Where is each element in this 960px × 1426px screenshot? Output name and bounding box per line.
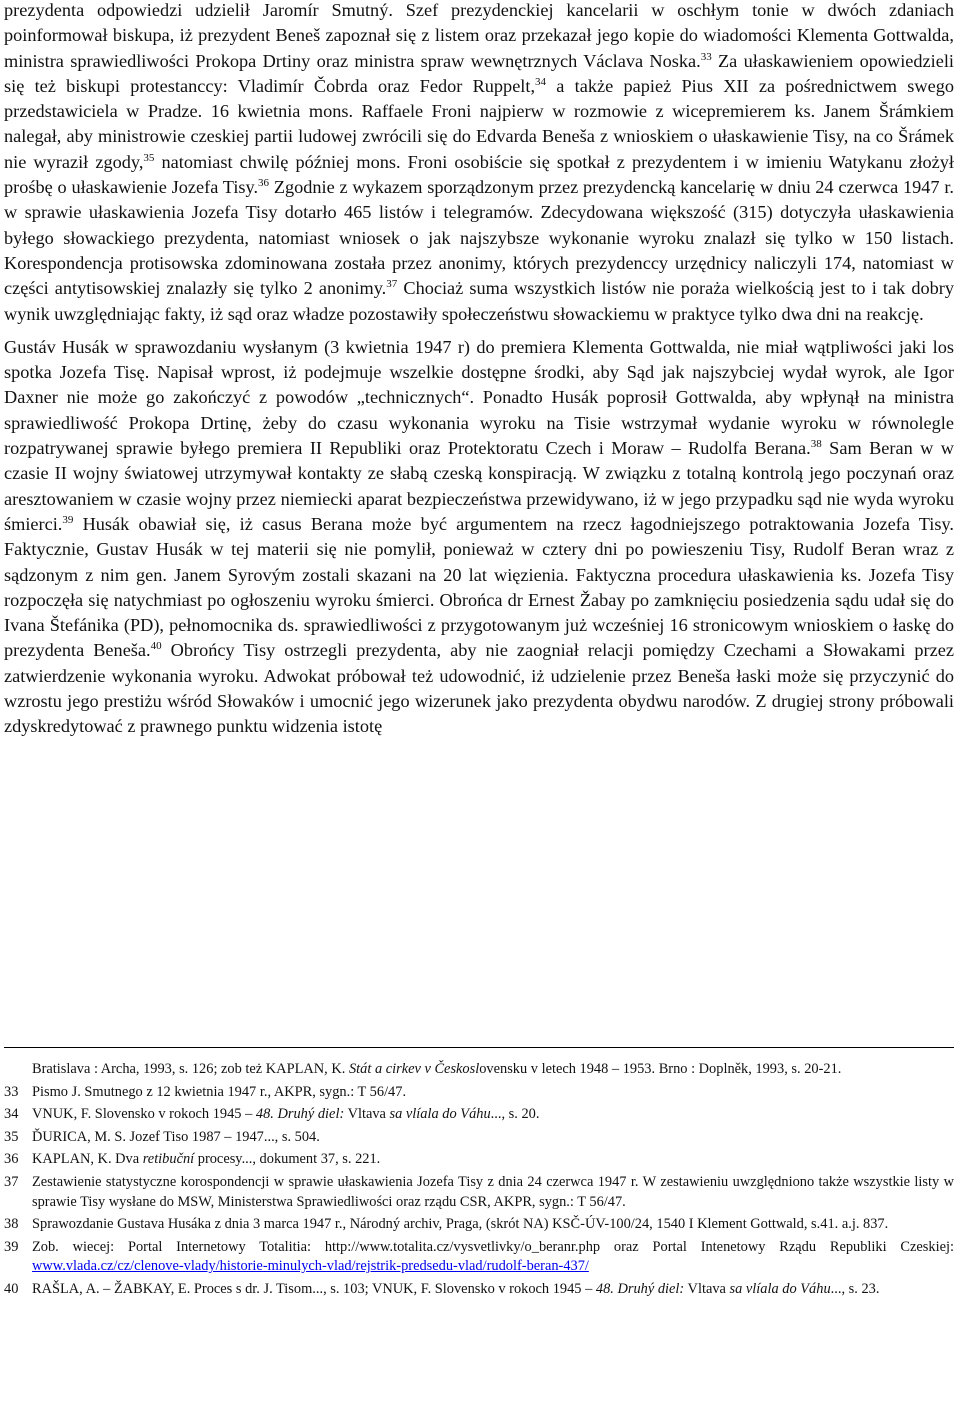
footnote-36 (4, 1150, 954, 1170)
footnote-text: RAŠLA, A. – ŽABKAY, E. Proces s dr. J. Tisom..., s. 103; VNUK, F. Slovensko v rokoch 1945 – 48. Druhý diel: Vltava sa vlíala do Váhu..., s. 23. (32, 1280, 880, 1297)
footnote-number: 34 (4, 1106, 19, 1123)
footnote-text: Pismo J. Smutnego z 12 kwietnia 1947 r., AKPR, sygn.: T 56/47. (32, 1083, 407, 1100)
footnote-text: ĎURICA, M. S. Jozef Tiso 1987 – 1947..., s. 504. (32, 1128, 320, 1145)
footnote-ref: 34 (535, 75, 547, 88)
footnote-text: KAPLAN, K. Dva retibuční procesy..., dokument 37, s. 221. (32, 1151, 381, 1168)
footnote-number: 39 (4, 1238, 19, 1255)
italic-text: retibuční (142, 1151, 195, 1168)
italic-text: 48. Druhý diel: (595, 1280, 685, 1297)
footnote-text: Zob. wiecej: Portal Internetowy Totalitia: http://www.totalita.cz/vysvetlivky/o_beranr.php oraz Portal Intenetowy Rządu Republiki Czeskiej: www.vlada.cz/cz/clenove-vlady/historie-minulych-vlad/rejstrik-predsedu-vlad/rudolf-beran-437/ (32, 1238, 954, 1275)
footnote-38 (4, 1215, 954, 1235)
footnote-continuation: Bratislava : Archa, 1993, s. 126; zob też KAPLAN, K. Stát a cirkev v Československu v letech 1948 – 1953. Brno : Doplněk, 1993, s. 20-21. (32, 1061, 842, 1077)
footnote-39 (4, 1238, 954, 1277)
footnote-ref: 33 (700, 50, 712, 63)
footnote-34 (4, 1105, 954, 1125)
footnote-text: VNUK, F. Slovensko v rokoch 1945 – 48. Druhý diel: Vltava sa vlíala do Váhu..., s. 20. (32, 1106, 540, 1123)
footnote-number: 36 (4, 1151, 19, 1168)
footnote-separator (4, 1047, 954, 1048)
paragraph-2: Gustáv Husák w sprawozdaniu wysłanym (3 kwietnia 1947 r) do premiera Klementa Gottwalda, nie miał wątpliwości jaki los spotka Jozefa Tisę. Napisał wprost, iż podejmuje wszelkie dostępne środki, aby Sąd jak najszybciej wydał wyrok, ale Igor Daxner nie może go zakończyć z powodów „technicznych“. Ponadto Husák poprosił Gottwalda, aby wpłynął na ministra sprawiedliwość Prokopa Drtinę, żeby do czasu wykonania wyroku na Tisie wstrzymał wydanie wyroku w równolegle rozpatrywanej sprawie byłego premiera II Republiki oraz Protektoratu Czech i Moraw – Rudolfa Berana.$^{38}$ Sam Beran w w czasie II wojny światowej utrzymywał kontakty ze słabą czeską konspiracją. W związku z totalną kontrolą jego poczynań oraz aresztowaniem w czasie wojny przez niemiecki aparat bezpieczeństwa przewidywano, iż w jego przypadku sąd nie wyda wyroku śmierci.$^{39}$ Husák obawiał się, iż casus Berana może być argumentem na rzecz łagodniejszego potraktowania Jozefa Tisy. Faktycznie, Gustav Husák w tej materii się nie pomylił, ponieważ w cztery dni po powieszeniu Tisy, Rudolf Beran wraz z sądzonym z nim gen. Janem Syrovým zostali skazani na 20 lat więzienia. Faktyczna procedura ułaskawienia ks. Jozefa Tisy rozpoczęła się natychmiast po ogłoszeniu wyroku śmierci. Obrońca dr Ernest Žabay po zamknięciu posiedzenia sądu udał się do Ivana Štefánika (PD), pełnomocnika ds. sprawiedliwości z przygotowanym już wcześniej 16 stronicowym wnioskiem o łaskę do prezydenta Beneša.$^{40}$ Obrońcy Tisy ostrzegli prezydenta, aby nie zaogniał relacji pomiędzy Czechami a Słowakami przez zatwierdzenie wykonania wyroku. Adwokat próbował też udowodnić, iż udzielenie przez Beneša łaski może się przyczynić do wzrostu jego prestiżu wśród Słowaków i umocnić jego wizerunek jako prezydenta obydwu narodów. Z drugiej strony próbowali zdyskredytować z prawnego punktu widzenia istotę (4, 336, 955, 737)
footnote-number: 37 (4, 1173, 19, 1190)
footnote-number: 38 (4, 1216, 19, 1233)
footnote-text: Sprawozdanie Gustava Husáka z dnia 3 marca 1947 r., Národný archiv, Praga, (skrót NA) KSČ-ÚV-100/24, 1540 I Klement Gottwald, s.41. a.j. 837. (32, 1216, 889, 1233)
footnote-ref: 39 (62, 513, 74, 526)
italic-text: 48. Druhý diel: (255, 1106, 345, 1123)
footnote-link[interactable]: www.vlada.cz/cz/clenove-vlady/historie-minulych-vlad/rejstrik-predsedu-vlad/rudolf-beran-437/ (32, 1258, 589, 1275)
footnote-ref: 37 (386, 278, 398, 291)
footnote-37 (4, 1173, 954, 1212)
footnote-35 (4, 1128, 954, 1148)
footnote-number: 33 (4, 1083, 19, 1100)
italic-text: Stát a cirkev v Českosl (348, 1061, 480, 1077)
footnote-ref: 40 (150, 640, 162, 653)
italic-text: sa vlíala do Váhu (389, 1106, 491, 1123)
footnote-40 (4, 1280, 954, 1300)
footnote-list (4, 1083, 954, 1300)
footnote-33 (4, 1083, 954, 1103)
footnote-text: Zestawienie statystyczne korospondencji w sprawie ułaskawienia Jozefa Tisy z dnia 24 czerwca 1947 r. W zestawieniu uwzględniono także wszystkie listy w sprawie Tisy wysłane do MSW, Ministerstwa Sprawiedliwości oraz rządu CSR, AKPR, sygn.: T 56/47. (32, 1173, 954, 1210)
italic-text: sa vlíala do Váhu (729, 1280, 831, 1297)
footnotes (4, 1060, 954, 1303)
footnote-ref: 38 (810, 438, 822, 451)
footnote-ref: 36 (258, 177, 270, 190)
footnote-ref: 35 (143, 151, 155, 164)
footnote-number: 40 (4, 1280, 19, 1297)
body-text (4, 0, 954, 740)
footnote-number: 35 (4, 1128, 19, 1145)
paragraph-1: prezydenta odpowiedzi udzielił Jaromír Smutný. Szef prezydenckiej kancelarii w oschłym tonie w dwóch zdaniach poinformował biskupa, iż prezydent Beneš zapoznał się z listem oraz przekazał jego kopie do wiadomości Klementa Gottwalda, ministra sprawiedliwości Prokopa Drtiny oraz ministra spraw wewnętrznych Václava Noska.$^{33}$ Za ułaskawieniem opowiedzieli się też biskupi protestanccy: Vladimír Čobrda oraz Fedor Ruppelt,$^{34}$ a także papież Pius XII za pośrednictwem swego przedstawiciela w Pradze. 16 kwietnia mons. Raffaele Froni najpierw w rozmowie z wicepremierem ks. Janem Šrámkiem nalegał, aby ministrowie czeskiej partii ludowej zwrócili się do Edvarda Beneša z wnioskiem o ułaskawienie Tisy, na co Šrámek nie wyraził zgody,$^{35}$ natomiast chwilę później mons. Froni osobiście się spotkał z prezydentem i w imieniu Watykanu złożył prośbę o ułaskawienie Jozefa Tisy.$^{36}$ Zgodnie z wykazem sporządzonym przez prezydencką kancelarię w dniu 24 czerwca 1947 r. w sprawie ułaskawienia Jozefa Tisy dotarło 465 listów i telegramów. Zdecydowana większość (315) dotyczyła ułaskawienia byłego słowackiego prezydenta, natomiast wniosek o jak najszybsze wykonanie wyroku znalazł się tylko w 150 listach. Korespondencja protisowska zdominowana została przez anonimy, których prezydenccy urzędnicy naliczyli 174, natomiast w części antytisowskiej znalazły się tylko 2 anonimy.$^{37}$ Chociaż suma wszystkich listów nie poraża wielkością jest to i tak dobry wynik uwzględniając fakty, iż sąd oraz władze pozostawiły społeczeństwu słowackiemu w praktyce tylko dwa dni na reakcję. (4, 0, 955, 324)
